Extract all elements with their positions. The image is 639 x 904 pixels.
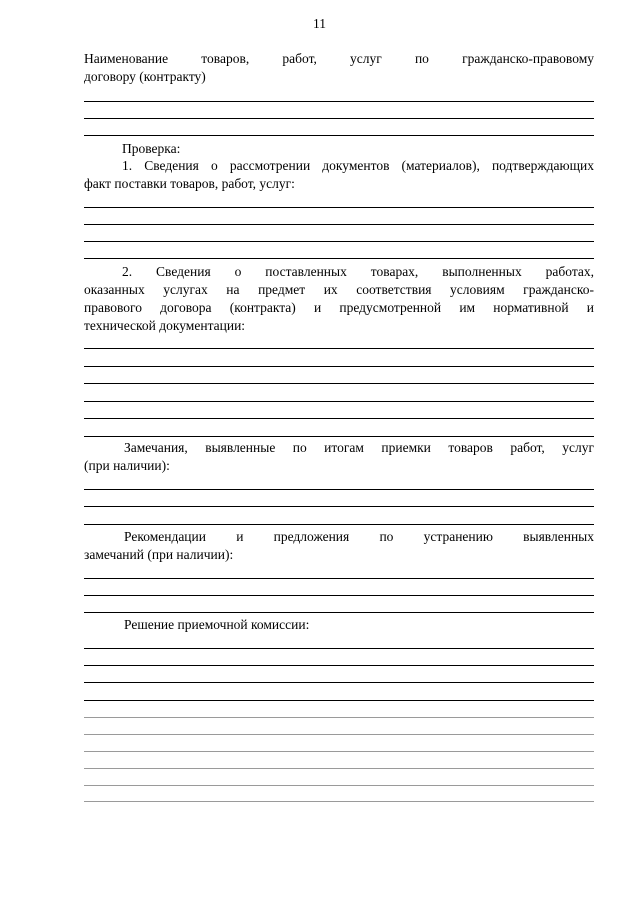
fill-line (84, 648, 594, 649)
fill-line (84, 383, 594, 384)
fill-line (84, 785, 594, 786)
fill-line (84, 717, 594, 718)
check-item-2-line-1: 2. Сведения о поставленных товарах, выполненных работах, (122, 264, 594, 279)
recommendations-line-1: Рекомендации и предложения по устранению выявленных (124, 529, 594, 544)
fill-line (84, 524, 594, 525)
remarks-line-2: (при наличии): (84, 458, 170, 473)
fill-line (84, 751, 594, 752)
fill-line (84, 768, 594, 769)
decision-title: Решение приемочной комиссии: (124, 617, 310, 632)
fill-line (84, 489, 594, 490)
fill-line (84, 118, 594, 119)
recommendations-line-2: замечаний (при наличии): (84, 547, 234, 562)
fill-line (84, 665, 594, 666)
check-item-1-line-1: 1. Сведения о рассмотрении документов (материалов), подтверждающих (122, 158, 594, 173)
fill-line (84, 401, 594, 402)
fill-line (84, 700, 594, 701)
fill-line (84, 224, 594, 225)
fill-line (84, 506, 594, 507)
check-title: Проверка: (122, 141, 181, 156)
goods-name-line-2: договору (контракту) (84, 69, 206, 84)
fill-line (84, 101, 594, 102)
fill-line (84, 578, 594, 579)
fill-line (84, 241, 594, 242)
fill-line (84, 801, 594, 802)
check-item-2-line-3: правового договора (контракта) и предусмотренной им нормативной и (84, 300, 594, 315)
fill-line (84, 135, 594, 136)
fill-line (84, 734, 594, 735)
check-item-2-line-4: технической документации: (84, 318, 246, 333)
check-item-1-line-2: факт поставки товаров, работ, услуг: (84, 176, 295, 191)
fill-line (84, 258, 594, 259)
fill-line (84, 348, 594, 349)
fill-line (84, 418, 594, 419)
fill-line (84, 612, 594, 613)
check-item-2-line-2: оказанных услугах на предмет их соответствия условиям гражданско- (84, 282, 594, 297)
remarks-line-1: Замечания, выявленные по итогам приемки товаров работ, услуг (124, 440, 594, 455)
fill-line (84, 595, 594, 596)
page-number: 11 (313, 16, 326, 31)
fill-line (84, 207, 594, 208)
fill-line (84, 682, 594, 683)
fill-line (84, 436, 594, 437)
goods-name-line-1: Наименование товаров, работ, услуг по гражданско-правовому (84, 51, 594, 66)
fill-line (84, 366, 594, 367)
